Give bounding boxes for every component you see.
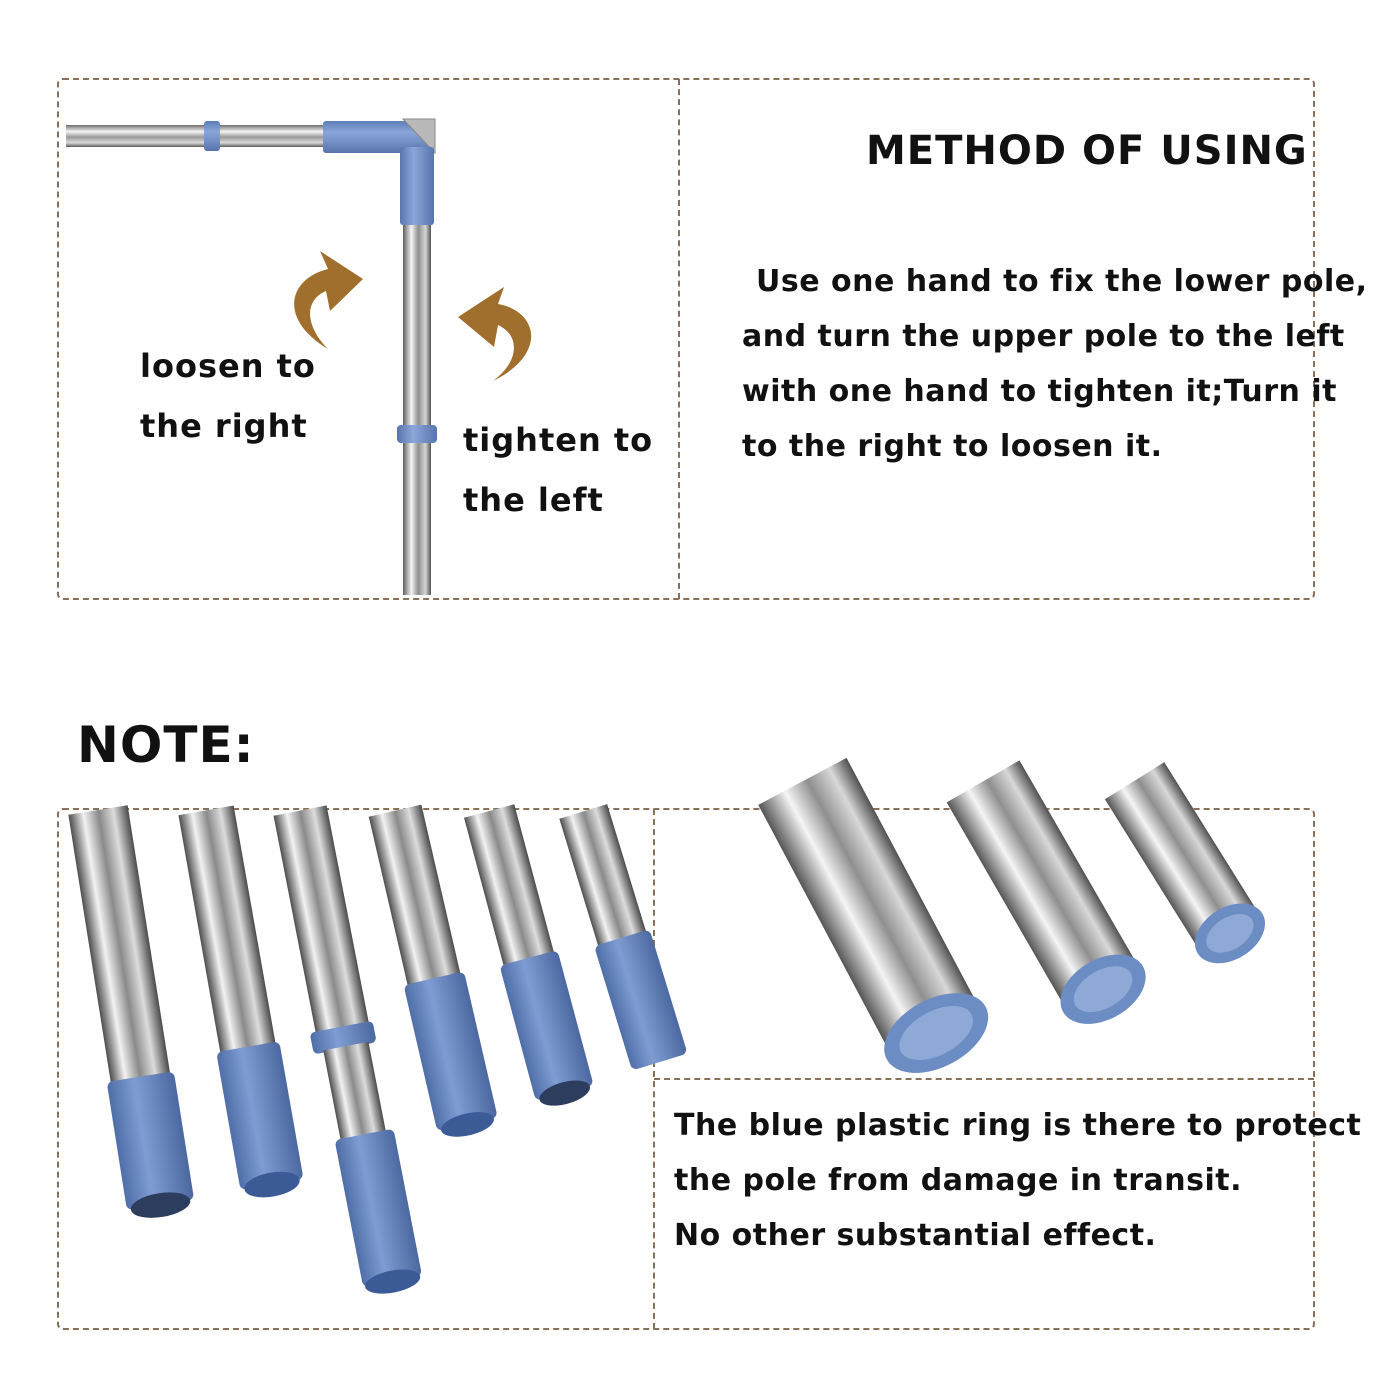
note-line-2: the pole from damage in transit. — [674, 1163, 1242, 1198]
tighten-arrow-icon — [458, 287, 531, 381]
pole-3-cap — [335, 1129, 423, 1288]
loosen-arrow-icon — [294, 251, 363, 349]
vertical-pole — [403, 225, 431, 595]
pole-2-cap — [216, 1041, 303, 1190]
pole-1 — [68, 805, 171, 1091]
loosen-label-line-1: loosen to — [140, 347, 316, 385]
note-line-1: The blue plastic ring is there to protect — [674, 1108, 1362, 1143]
method-panel-divider — [678, 79, 680, 599]
pole-4-cap — [404, 971, 498, 1131]
tighten-label — [463, 410, 653, 530]
loosen-label-line-2: the right — [140, 407, 308, 445]
note-description — [674, 1098, 1361, 1263]
tighten-label-line-1: tighten to — [463, 421, 654, 459]
pole-6 — [559, 804, 648, 953]
corner-cap-vertical — [400, 147, 434, 225]
note-heading: NOTE: — [77, 716, 255, 774]
note-panel-hdivider — [654, 1078, 1314, 1080]
pole-3 — [274, 805, 371, 1041]
tighten-label-line-2: the left — [463, 481, 604, 519]
poles-with-caps-photo — [58, 810, 652, 1328]
instruction-line-3: with one hand to tighten it;Turn it — [742, 374, 1337, 409]
instruction-line-2: and turn the upper pole to the left — [742, 319, 1345, 354]
pole-4 — [369, 805, 462, 993]
pole-group — [64, 803, 687, 1299]
method-title: METHOD OF USING — [866, 128, 1308, 174]
pole-5-cap — [499, 950, 593, 1101]
instruction-line-1: Use one hand to fix the lower pole, — [756, 264, 1368, 299]
cap-closeup-photo — [710, 812, 1250, 1074]
pole-1-cap — [107, 1071, 194, 1210]
method-instructions — [742, 254, 1367, 474]
horizontal-pole-ring — [204, 121, 220, 151]
pole-2 — [178, 805, 277, 1061]
pole-5 — [464, 804, 556, 972]
note-panel-divider — [653, 809, 655, 1329]
note-line-3: No other substantial effect. — [674, 1218, 1157, 1253]
vertical-pole-ring — [397, 425, 437, 443]
loosen-label — [140, 336, 316, 456]
instruction-line-4: to the right to loosen it. — [742, 429, 1163, 464]
